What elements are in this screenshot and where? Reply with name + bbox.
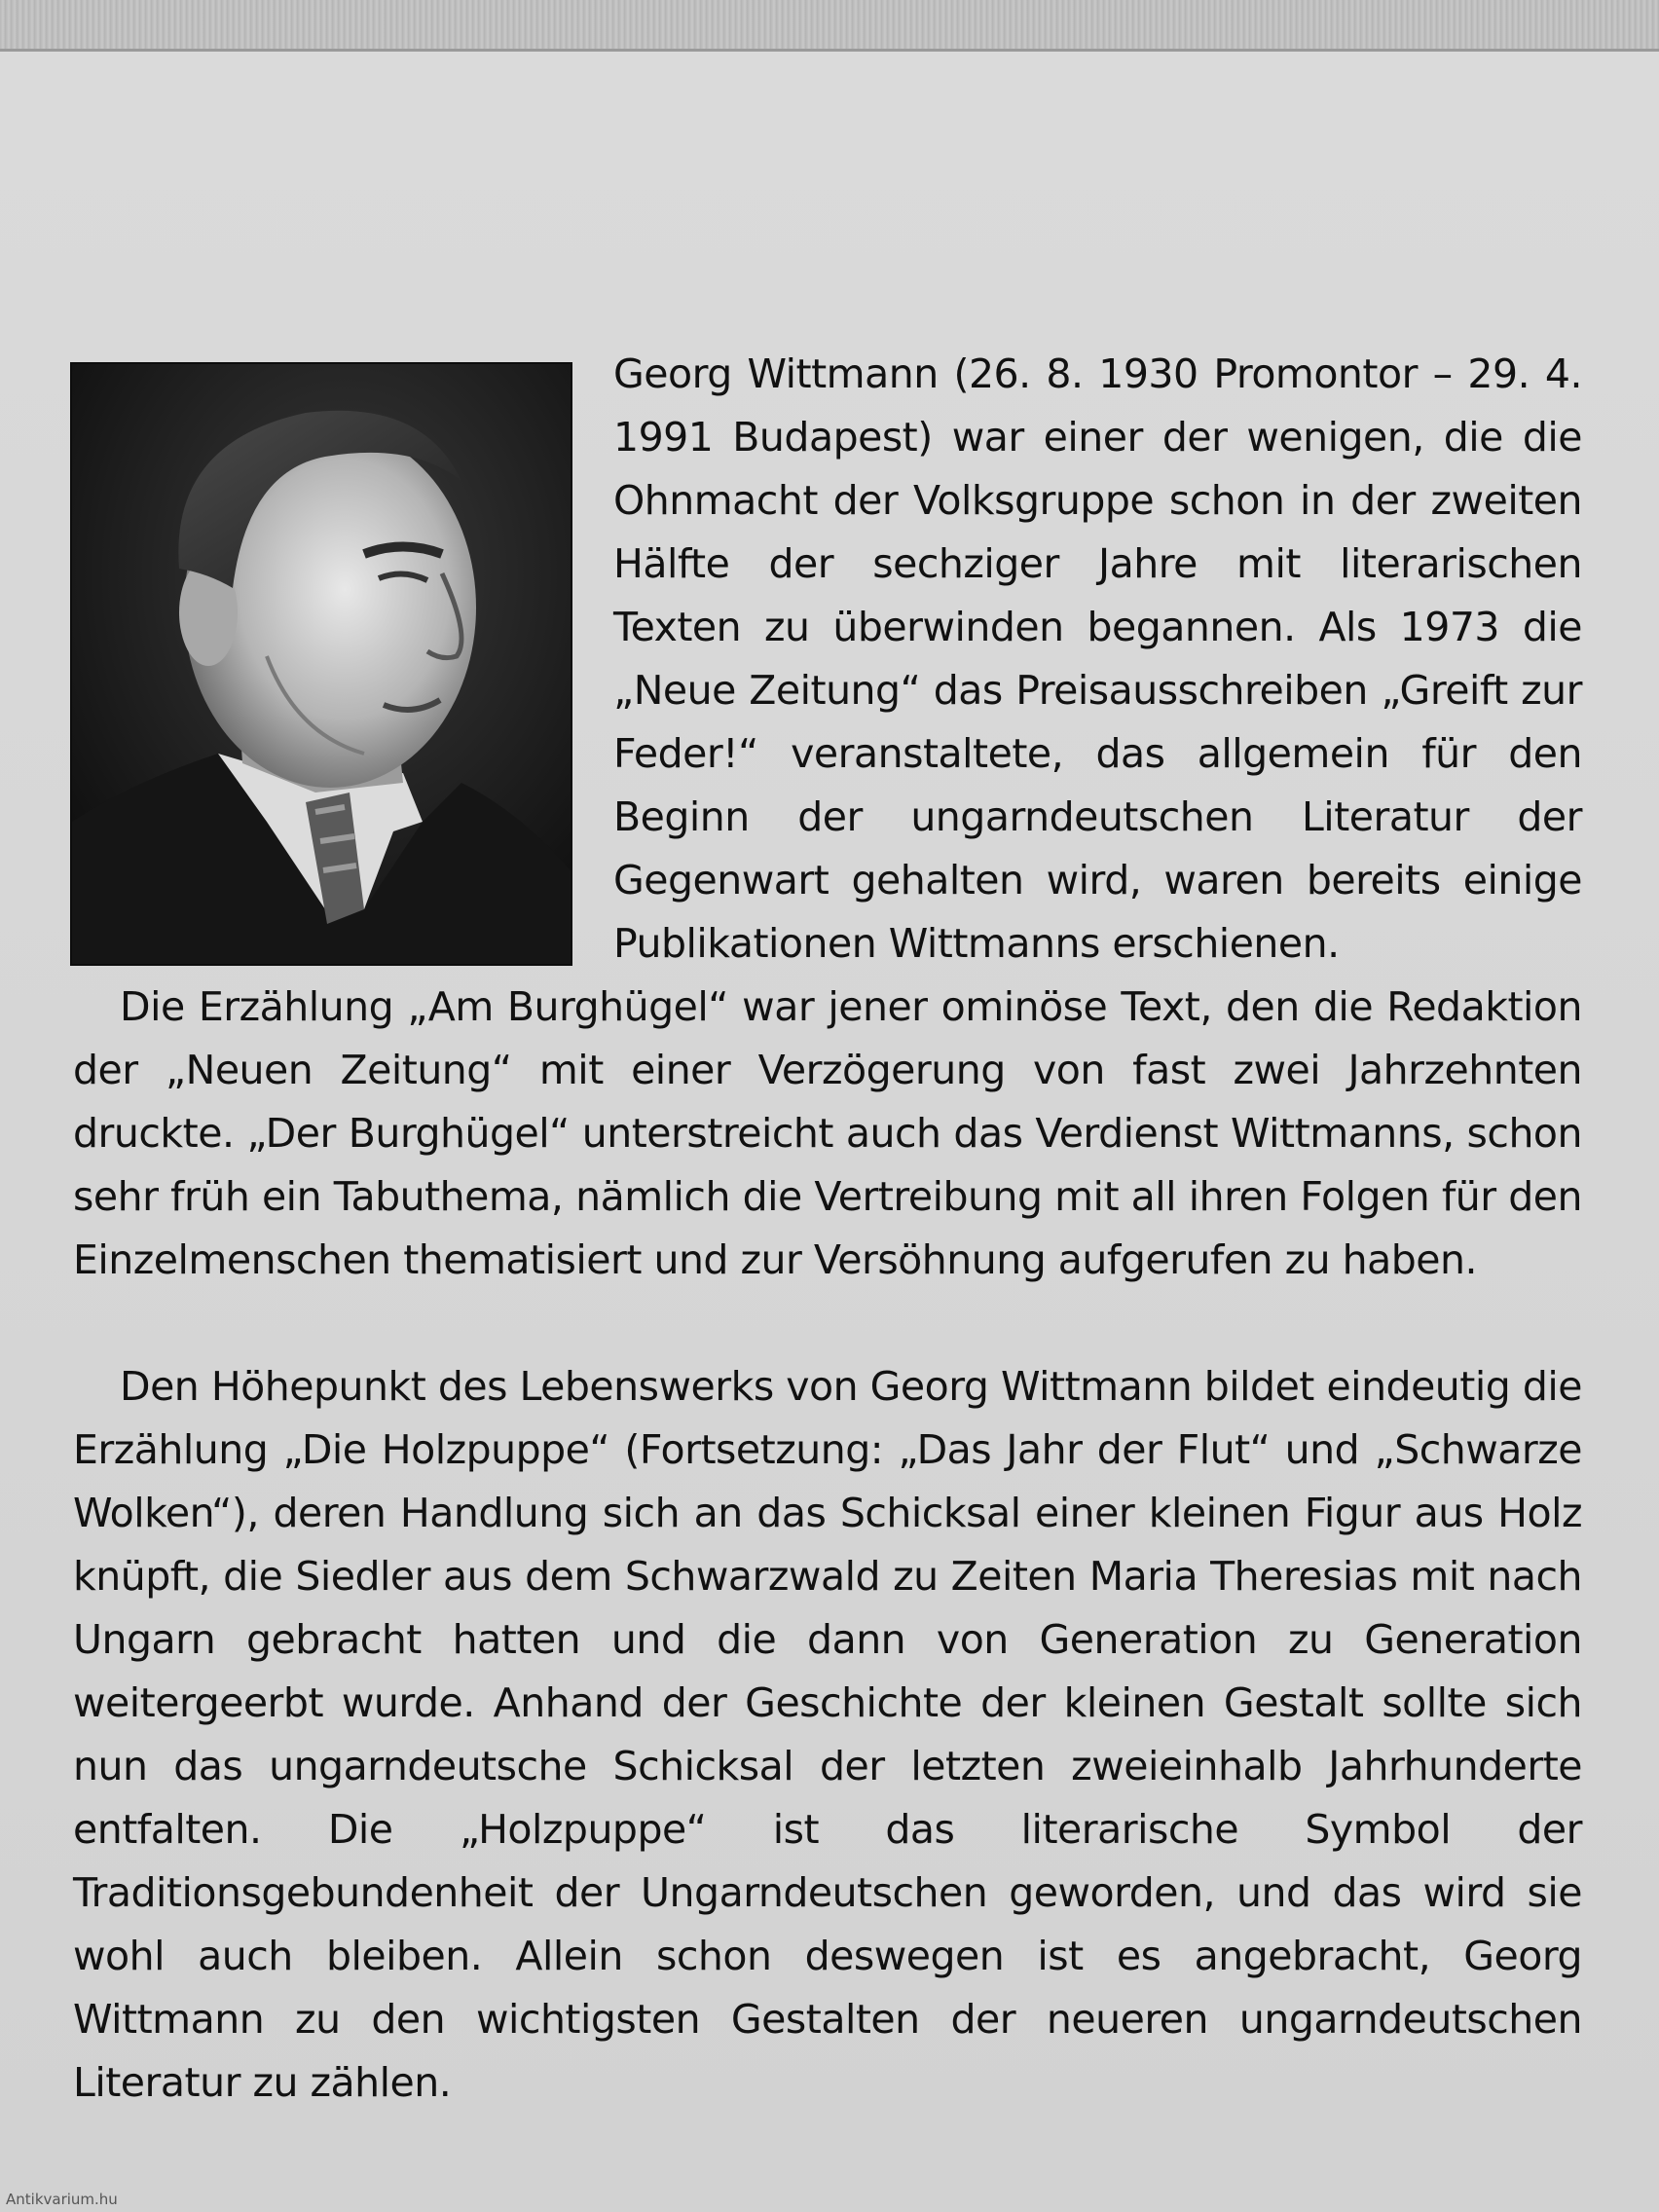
intro-paragraph: Georg Wittmann (26. 8. 1930 Promontor – 29. 4. 1991 Budapest) war einer der wenigen, die die Ohnmacht der Volksgruppe schon in der zweiten Hälfte der sechziger Jahre mit literarischen Texten zu überwinden begannen. Als 1973 die „Neue Zeitung“ das Preisausschreiben „Greift zur Feder!“ veranstaltete, das allgemein für den Beginn der ungarndeutschen Literatur der Gegenwart gehalten wird, waren bereits einige Publikationen Wittmanns erschienen. xyxy=(613,350,1582,967)
book-edge xyxy=(0,0,1659,52)
author-portrait-photo xyxy=(70,362,572,966)
body-paragraph-burghuegel: Die Erzählung „Am Burghügel“ war jener ominöse Text, den die Redaktion der „Neuen Zeitung“ mit einer Verzögerung von fast zwei Jahrzehnten druckte. „Der Burghügel“ unterstreicht auch das Verdienst Wittmanns, schon sehr früh ein Tabuthema, nämlich die Vertreibung mit all ihren Folgen für den Einzelmenschen thematisiert und zur Versöhnung aufgerufen zu haben. xyxy=(73,983,1582,1283)
watermark-text: Antikvarium.hu xyxy=(6,2191,118,2208)
body-paragraph-holzpuppe: Den Höhepunkt des Lebenswerks von Georg Wittmann bildet eindeutig die Erzählung „Die Holzpuppe“ (Fortsetzung: „Das Jahr der Flut“ und „Schwarze Wolken“), deren Handlung sich an das Schicksal einer kleinen Figur aus Holz knüpft, die Siedler aus dem Schwarzwald zu Zeiten Maria Theresias mit nach Ungarn gebracht hatten und die dann von Generation zu Generation weitergeerbt wurde. Anhand der Geschichte der kleinen Gestalt sollte sich nun das ungarndeutsche Schicksal der letzten zweieinhalb Jahrhunderte entfalten. Die „Holzpuppe“ ist das literarische Symbol der Traditionsgebundenheit der Ungarndeutschen geworden, und das wird sie wohl auch bleiben. Allein schon deswegen ist es angebracht, Georg Wittmann zu den wichtigsten Gestalten der neueren ungarndeutschen Literatur zu zählen. xyxy=(73,1363,1582,2106)
portrait-photo-icon xyxy=(72,364,571,964)
